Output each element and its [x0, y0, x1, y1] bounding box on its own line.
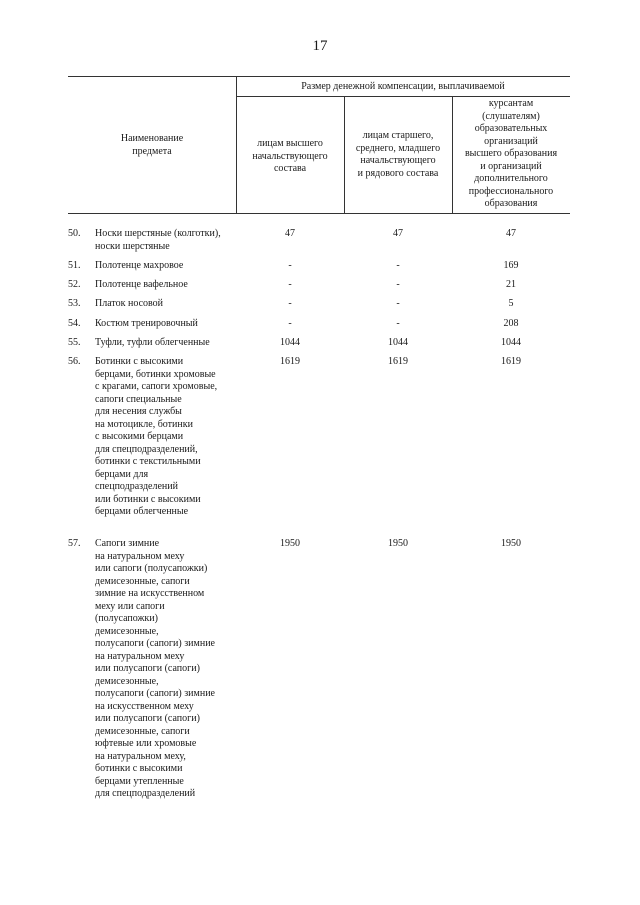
value-rank-and-file: 1950: [388, 538, 408, 549]
value-rank-and-file: 47: [393, 228, 403, 239]
header-rank-and-file: лицам старшего, среднего, младшего начальствующего и рядового состава: [355, 130, 441, 179]
row-number: 56.: [68, 356, 81, 367]
value-senior: -: [288, 279, 292, 290]
row-number: 54.: [68, 318, 81, 329]
value-senior: -: [288, 298, 292, 309]
item-name: Ботинки с высокими берцами, ботинки хромовые с крагами, сапоги хромовые, сапоги специальные для несения службы на мотоцикле, ботинки с высокими берцами для спецподразделений, ботинки с текстильными берцами для спецподразделений или ботинки с высокими берцами облегченные: [95, 356, 218, 517]
value-senior: -: [288, 318, 292, 329]
value-senior: 1044: [280, 337, 300, 348]
value-cadets: 47: [506, 228, 516, 239]
value-rank-and-file: 1619: [388, 356, 408, 367]
value-rank-and-file: -: [396, 260, 400, 271]
header-senior-command: лицам высшего начальствующего состава: [252, 138, 328, 174]
item-name: Полотенце махровое: [95, 260, 184, 271]
header-cadets: курсантам (слушателям) образовательных организаций высшего образования и организаций дополнительного профессионального образования: [464, 98, 558, 209]
header-compensation-group: Размер денежной компенсации, выплачиваемой: [301, 81, 505, 92]
group-header-rule: [236, 96, 570, 97]
item-name: Туфли, туфли облегченные: [95, 337, 210, 348]
value-rank-and-file: -: [396, 318, 400, 329]
row-number: 51.: [68, 260, 81, 271]
value-senior: 1619: [280, 356, 300, 367]
value-cadets: 1619: [501, 356, 521, 367]
value-senior: 47: [285, 228, 295, 239]
row-number: 50.: [68, 228, 81, 239]
value-cadets: 208: [503, 318, 519, 329]
item-name: Костюм тренировочный: [95, 318, 198, 329]
value-rank-and-file: -: [396, 298, 400, 309]
item-name: Носки шерстяные (колготки), носки шерстяные: [95, 228, 221, 252]
item-name: Сапоги зимние на натуральном меху или сапоги (полусапожки) демисезонные, сапоги зимние на искусственном меху или сапоги (полусапожки) демисезонные, полусапоги (сапоги) зимние на натуральном меху или полусапоги (сапоги) демисезонные, полусапоги (сапоги) зимние на искусственном меху или полусапоги (сапоги) демисезонные, сапоги юфтевые или хромовые на натуральном меху, ботинки с высокими берцами утепленные для спецподразделений: [95, 538, 215, 799]
table-top-rule: [68, 76, 570, 77]
row-number: 52.: [68, 279, 81, 290]
value-rank-and-file: -: [396, 279, 400, 290]
value-rank-and-file: 1044: [388, 337, 408, 348]
header-bottom-rule: [68, 213, 570, 214]
row-number: 55.: [68, 337, 81, 348]
value-senior: 1950: [280, 538, 300, 549]
value-cadets: 5: [508, 298, 514, 309]
row-number: 53.: [68, 298, 81, 309]
item-name: Платок носовой: [95, 298, 164, 309]
value-senior: -: [288, 260, 292, 271]
value-cadets: 1950: [501, 538, 521, 549]
header-item-name: Наименование предмета: [120, 133, 184, 157]
value-cadets: 21: [506, 279, 516, 290]
value-cadets: 169: [503, 260, 519, 271]
value-cadets: 1044: [501, 337, 521, 348]
row-number: 57.: [68, 538, 81, 549]
item-name: Полотенце вафельное: [95, 279, 188, 290]
page-number: 17: [312, 38, 328, 54]
